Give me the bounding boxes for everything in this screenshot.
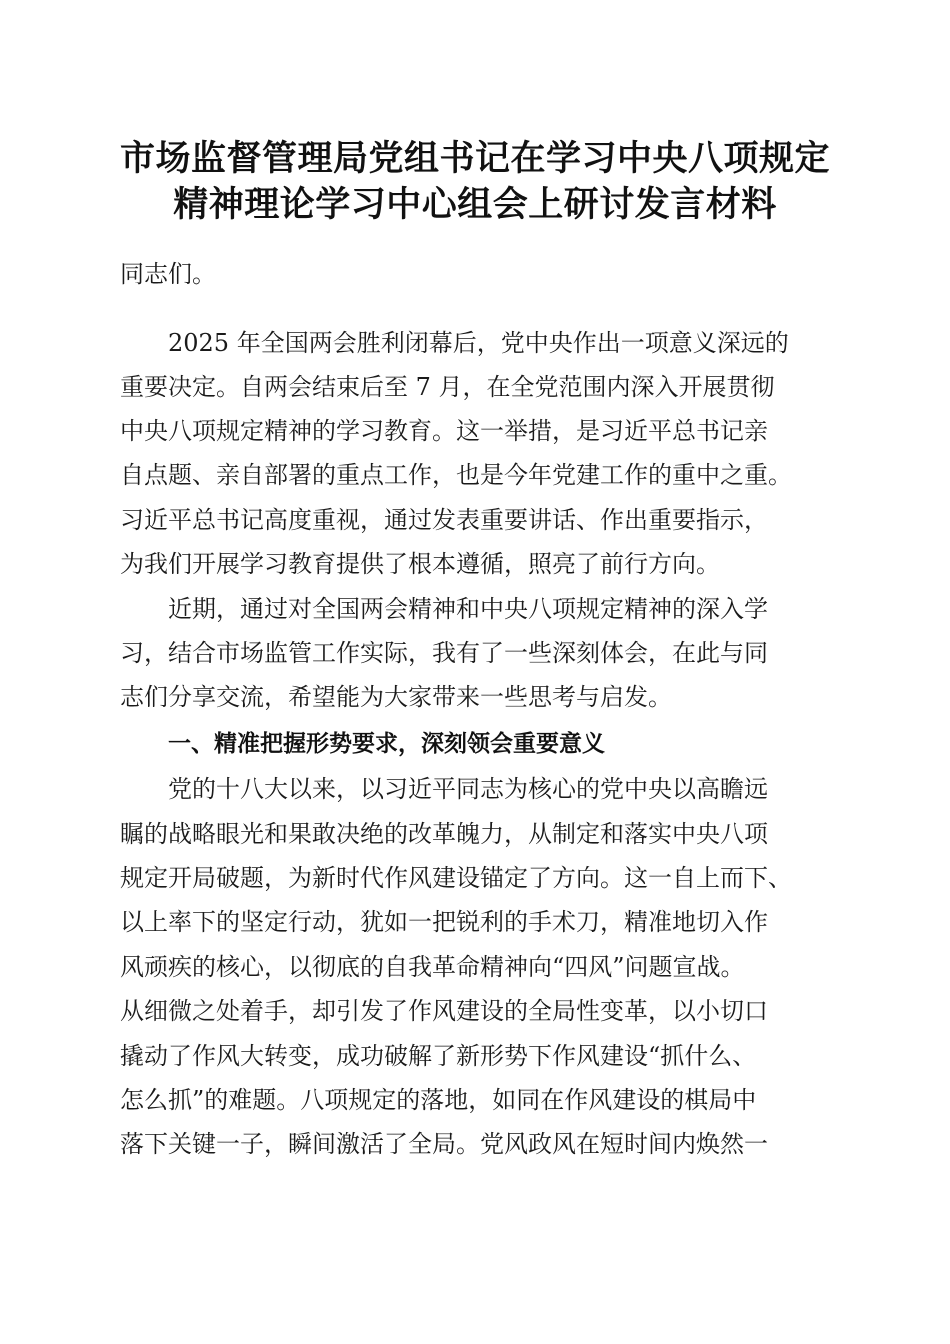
paragraph-text: 近期，通过对全国两会精神和中央八项规定精神的深入学	[168, 595, 768, 623]
paragraph-text: 从细微之处着手，却引发了作风建设的全局性变革，以小切口	[120, 997, 768, 1025]
paragraph-text: 习，结合市场监管工作实际，我有了一些深刻体会，在此与同	[120, 639, 768, 667]
paragraph-text: 党的十八大以来，以习近平同志为核心的党中央以高瞻远	[168, 775, 768, 803]
salutation-text: 同志们。	[120, 260, 216, 288]
paragraph-text: 撬动了作风大转变，成功破解了新形势下作风建设“抓什么、	[120, 1042, 757, 1070]
paragraph-text: 风顽疾的核心，以彻底的自我革命精神向“四风”问题宣战。	[120, 953, 745, 981]
paragraph-text: 落下关键一子，瞬间激活了全局。党风政风在短时间内焕然一	[120, 1130, 768, 1158]
document-title-line-1: 市场监督管理局党组书记在学习中央八项规定	[119, 138, 830, 179]
paragraph-text: 志们分享交流，希望能为大家带来一些思考与启发。	[120, 683, 672, 711]
paragraph-text: 怎么抓”的难题。八项规定的落地，如同在作风建设的棋局中	[120, 1086, 757, 1114]
paragraph-text: 以上率下的坚定行动，犹如一把锐利的手术刀，精准地切入作	[120, 908, 768, 936]
section-heading: 一、精准把握形势要求，深刻领会重要意义	[168, 731, 605, 757]
paragraph-text: 习近平总书记高度重视，通过发表重要讲话、作出重要指示，	[120, 506, 768, 534]
document-title-line-2: 精神理论学习中心组会上研讨发言材料	[173, 184, 777, 225]
paragraph-text: 为我们开展学习教育提供了根本遵循，照亮了前行方向。	[120, 550, 720, 578]
paragraph-text: 规定开局破题，为新时代作风建设锚定了方向。这一自上而下、	[120, 864, 792, 892]
paragraph-text: 自点题、亲自部署的重点工作，也是今年党建工作的重中之重。	[120, 461, 792, 489]
paragraph-text: 2025 年全国两会胜利闭幕后，党中央作出一项意义深远的	[168, 329, 789, 357]
paragraph-text: 重要决定。自两会结束后至 7 月，在全党范围内深入开展贯彻	[120, 373, 775, 401]
paragraph-text: 中央八项规定精神的学习教育。这一举措，是习近平总书记亲	[120, 417, 768, 445]
paragraph-text: 瞩的战略眼光和果敢决绝的改革魄力，从制定和落实中央八项	[120, 820, 768, 848]
